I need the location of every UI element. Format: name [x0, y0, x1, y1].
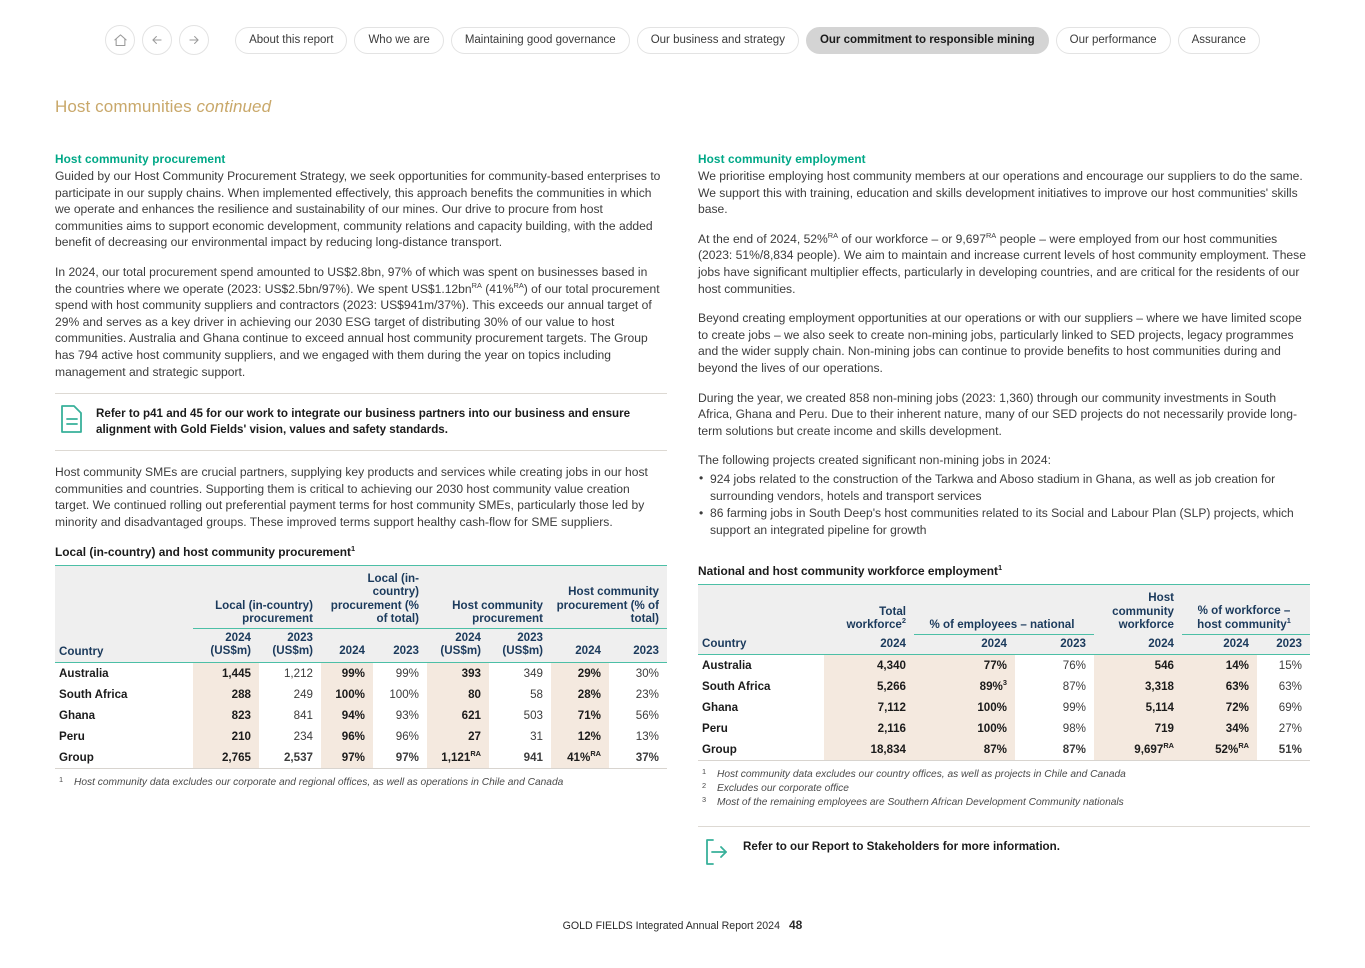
right-table-body	[698, 655, 1310, 761]
nav-tab-our-business-and-strategy[interactable]: Our business and strategy	[637, 27, 799, 54]
nav-tab-about-this-report[interactable]: About this report	[235, 27, 347, 54]
right-group-header-national-pct: % of employees – national	[914, 585, 1094, 634]
page-title-continued: continued	[196, 97, 272, 116]
left-col-header-host-2023: 2023 (US$m)	[489, 628, 551, 662]
nav-tab-assurance[interactable]: Assurance	[1178, 27, 1260, 54]
left-table-column-header-row	[55, 628, 667, 662]
left-table-group-header-row	[55, 565, 667, 628]
table-cell-value: 941	[489, 747, 551, 769]
table-row	[698, 676, 1310, 697]
left-col-header-local-2023: 2023 (US$m)	[259, 628, 321, 662]
table-cell-value: 41%$^{RA}$	[551, 747, 609, 769]
table-cell-value: 210	[193, 726, 259, 747]
page-title-text: Host communities	[55, 97, 192, 116]
right-group-header-total-workforce-sup: 2	[901, 616, 906, 626]
list-item: • 924 jobs related to the construction of the Tarkwa and Aboso stadium in Ghana, as well as job creation for surrounding vendors, hotels and transport services	[698, 471, 1310, 504]
table-cell-value: 15%	[1278, 659, 1302, 673]
nav-tab-our-performance[interactable]: Our performance	[1056, 27, 1171, 54]
table-cell-value: 23%	[635, 688, 659, 702]
table-cell-value: 72%	[1182, 697, 1257, 718]
table-cell-value: 96%	[321, 726, 373, 747]
table-cell-value: 719	[1094, 718, 1182, 739]
left-table-title-superscript: 1	[350, 543, 356, 553]
table-cell-value: 1,212	[283, 667, 313, 681]
table-cell-value: 77%	[914, 655, 1015, 677]
right-table-footnotes	[698, 768, 1310, 810]
table-row	[55, 705, 667, 726]
right-col-header-country: Country	[698, 634, 824, 655]
right-footnote-2-text: Excludes our corporate office	[717, 783, 849, 795]
table-cell-value: 503	[523, 709, 543, 723]
table-cell-value: 97%	[321, 747, 373, 769]
table-cell-value: 98%	[1062, 722, 1086, 736]
table-cell-value: 349	[523, 667, 543, 681]
table-cell-value: 393	[427, 663, 489, 685]
table-cell-value: 80	[427, 684, 489, 705]
table-cell-value: 94%	[321, 705, 373, 726]
table-cell-value: 93%	[395, 709, 419, 723]
refer-callout-text: Refer to p41 and 45 for our work to integrate our business partners into our business and ensure alignment with Gold Fields' vision, values and safety standards.	[96, 407, 631, 436]
national-and-host-community-workforce-employment-table	[698, 584, 1310, 761]
footer-report-name: GOLD FIELDS Integrated Annual Report 2024	[562, 920, 780, 932]
table-cell-value: 2,116	[824, 718, 914, 739]
right-col-header-national-2024: 2024	[914, 634, 1015, 655]
left-table-block	[55, 545, 667, 791]
left-col-header-localpct-2024: 2024	[321, 628, 373, 662]
table-cell-value: 28%	[551, 684, 609, 705]
left-paragraph-1: Guided by our Host Community Procurement Strategy, we seek opportunities for community-based enterprises to participate in our supply chains. When implemented effectively, this approach benefits the communities in which we operate and enhances the resilience and sustainability of our mines. Our drive to procure from host communities aims to support economic development, community relations and capacity building, with the added benefit of decreasing our environmental impact by reducing long-distance transport.	[55, 169, 661, 250]
left-col-header-hostpct-2023: 2023	[609, 628, 667, 662]
table-cell-value: 34%	[1182, 718, 1257, 739]
left-col-header-country: Country	[55, 628, 193, 662]
table-cell-value: 87%	[1015, 739, 1094, 761]
arrow-right-icon[interactable]	[179, 25, 209, 55]
table-cell-country: Australia	[59, 667, 109, 681]
left-group-header-local-procurement: Local (in-country) procurement	[193, 565, 321, 628]
table-cell-value: 27	[427, 726, 489, 747]
right-group-header-total-workforce-text: Total workforce	[846, 604, 906, 632]
right-section-heading: Host community employment	[698, 152, 866, 166]
right-footnote-1-number: 1	[702, 767, 707, 777]
table-cell-value: 37%	[609, 747, 667, 769]
table-cell-value: 2,537	[259, 747, 321, 769]
table-cell-country: Ghana	[59, 709, 96, 723]
right-footnote-3	[698, 796, 1310, 810]
left-footnote-1-number: 1	[59, 775, 64, 785]
table-cell-value: 29%	[551, 663, 609, 685]
left-group-header-host-percent: Host community procurement (% of total)	[551, 565, 667, 628]
table-cell-value: 100%	[321, 684, 373, 705]
left-section-heading: Host community procurement	[55, 152, 226, 166]
table-cell-value: 31	[530, 730, 543, 744]
table-cell-value: 89%$^3$	[914, 676, 1015, 697]
table-cell-value: 7,112	[824, 697, 914, 718]
table-cell-value: 3,318	[1094, 676, 1182, 697]
table-cell-country: Ghana	[702, 701, 739, 715]
table-cell-value: 51%	[1257, 739, 1310, 761]
table-cell-value: 5,266	[824, 676, 914, 697]
right-group-header-host-workforce: Host community workforce	[1094, 585, 1182, 634]
table-cell-value: 621	[427, 705, 489, 726]
table-cell-value: 2,765	[193, 747, 259, 769]
right-col-header-hostpct-2024: 2024	[1182, 634, 1257, 655]
left-paragraph-2: In 2024, our total procurement spend amounted to US$2.8bn, 97% of which was spent on businesses based in the countries where we operate (2023: US$2.5bn/97%). We spent $US\$1.12bn^{RA}$ (41%$^{RA}$) of our total procurement spend with host community suppliers and contractors (2023: US$941m/37%). This exceeds our annual target of 29% and serves as a key driver in achieving our 2030 ESG target of distributing 30% of our value to host communities. Australia and Ghana continue to exceed annual host community procurement targets. The Group has 794 active host community suppliers, and we engaged with them during the year on topics including management and strategic support.	[55, 264, 660, 379]
right-table-block	[698, 564, 1310, 883]
table-cell-value: 97%	[373, 747, 427, 769]
left-col-header-hostpct-2024: 2024	[551, 628, 609, 662]
right-col-header-hostpct-2023: 2023	[1257, 634, 1310, 655]
table-row	[698, 697, 1310, 718]
right-table-title-text: National and host community workforce employment	[698, 564, 998, 579]
arrow-left-icon[interactable]	[142, 25, 172, 55]
table-row	[698, 718, 1310, 739]
right-col-header-hostwf-2024: 2024	[1094, 634, 1182, 655]
table-cell-country: Peru	[59, 730, 85, 744]
list-item: • 86 farming jobs in South Deep's host communities related to its Social and Labour Plan (SLP) projects, which support an integrated pipeline for growth	[698, 505, 1310, 538]
table-cell-value: 100%	[914, 718, 1015, 739]
table-cell-value: 56%	[635, 709, 659, 723]
table-cell-value: 288	[193, 684, 259, 705]
table-cell-value: $1,121^{RA}$	[427, 747, 489, 769]
left-group-header-host-procurement: Host community procurement	[427, 565, 551, 628]
right-paragraph-3: Beyond creating employment opportunities at our operations or with our suppliers – where we have limited scope to create jobs – we also seek to create non-mining jobs, particularly linked to SED projects, legacy programmes and the wider supply chain. Non-mining jobs can continue to provide benefits to host communities during and beyond the lives of our operations.	[698, 311, 1302, 375]
nav-tab-our-commitment-to-responsible-mining[interactable]: Our commitment to responsible mining	[806, 27, 1049, 54]
table-cell-value: 63%	[1278, 680, 1302, 694]
table-cell-value: 234	[293, 730, 313, 744]
table-cell-value: 96%	[395, 730, 419, 744]
top-navigation-bar	[0, 0, 1365, 80]
right-table-column-header-row	[698, 634, 1310, 655]
table-cell-country: Australia	[702, 659, 752, 673]
home-icon[interactable]	[105, 25, 135, 55]
table-cell-country: Group	[55, 747, 193, 769]
left-footnote-1-text: Host community data excludes our corporate and regional offices, as well as operations in Chile and Canada	[74, 777, 564, 789]
table-cell-country: Group	[698, 739, 824, 761]
right-paragraph-2: At the end of 2024, 52%$^{RA}$ of our workforce – or $9,697^{RA}$ people – were employed from our host communities (2023: 51%/8,834 people). We aim to maintain and increase current levels of host community employment. These jobs have significant multiplier effects, particularly in developing countries, and are critical for the residents of our host communities.	[698, 230, 1306, 296]
right-group-header-total-workforce	[824, 585, 914, 634]
footer-page-number: 48	[788, 918, 803, 932]
table-cell-country: Peru	[702, 722, 728, 736]
table-row	[55, 663, 667, 685]
table-cell-value: 1,445	[193, 663, 259, 685]
table-cell-value: 100%	[914, 697, 1015, 718]
table-cell-value: 841	[293, 709, 313, 723]
right-footnote-1	[698, 768, 1310, 782]
right-footnote-2	[698, 782, 1310, 796]
left-table-footnotes	[55, 776, 667, 790]
right-bullet-list	[698, 471, 1310, 538]
table-cell-value: 13%	[635, 730, 659, 744]
table-cell-value: 14%	[1182, 655, 1257, 677]
table-cell-value: 546	[1094, 655, 1182, 677]
table-cell-value: $9,697^{RA}$	[1094, 739, 1182, 761]
table-cell-value: 58	[530, 688, 543, 702]
table-cell-country: South Africa	[59, 688, 128, 702]
right-table-group-header-row	[698, 585, 1310, 634]
right-footnote-2-number: 2	[702, 781, 707, 791]
refer-callout-stakeholders[interactable]	[698, 826, 1310, 883]
table-cell-value: 87%	[914, 739, 1015, 761]
table-cell-value: 4,340	[824, 655, 914, 677]
right-group-header-blank	[698, 585, 824, 634]
right-paragraph-1: We prioritise employing host community members at our operations and encourage our suppliers to do the same. We support this with training, education and skills development initiatives to improve our host communities' skills base.	[698, 169, 1303, 217]
table-cell-value: 100%	[389, 688, 419, 702]
table-cell-value: 99%	[321, 663, 373, 685]
table-cell-value: 76%	[1062, 659, 1086, 673]
nav-tab-who-we-are[interactable]: Who we are	[354, 27, 443, 54]
left-paragraph-3: Host community SMEs are crucial partners, supplying key products and services while creating jobs in our host communities and countries. Supporting them is critical to achieving our 2030 host community value creation target. We continued rolling out preferential payment terms for host community SMEs, particularly those led by minority and disadvantaged groups. These improved terms support healthy cash-flow for SME suppliers.	[55, 465, 648, 529]
left-table-title-text: Local (in-country) and host community procurement	[55, 544, 351, 559]
page-footer	[0, 918, 1365, 932]
page-title	[55, 97, 271, 117]
table-cell-value: 27%	[1278, 722, 1302, 736]
left-table-head	[55, 565, 667, 663]
table-cell-value: 99%	[1062, 701, 1086, 715]
right-table-head	[698, 585, 1310, 655]
local-and-host-community-procurement-table	[55, 565, 667, 770]
table-cell-value: 5,114	[1094, 697, 1182, 718]
table-cell-country: South Africa	[702, 680, 771, 694]
right-column	[698, 152, 1310, 883]
left-footnote-1	[55, 776, 667, 790]
right-group-header-host-pct-sup: 1	[1286, 616, 1291, 626]
right-group-header-host-pct	[1182, 585, 1310, 634]
table-row	[55, 726, 667, 747]
table-cell-value: 87%	[1062, 680, 1086, 694]
right-table-title	[698, 564, 1310, 578]
table-cell-value: 823	[193, 705, 259, 726]
arrow-refer-icon	[704, 837, 732, 872]
table-cell-value: 52%$^{RA}$	[1182, 739, 1257, 761]
right-footnote-1-text: Host community data excludes our country offices, as well as projects in Chile and Canada	[717, 769, 1126, 781]
table-row	[55, 747, 667, 769]
table-cell-value: 99%	[395, 667, 419, 681]
table-row	[55, 684, 667, 705]
left-table-title	[55, 545, 667, 559]
right-footnote-3-number: 3	[702, 795, 707, 805]
left-col-header-host-2024: 2024 (US$m)	[427, 628, 489, 662]
nav-tab-maintaining-good-governance[interactable]: Maintaining good governance	[451, 27, 630, 54]
table-cell-value: 63%	[1182, 676, 1257, 697]
left-col-header-localpct-2023: 2023	[373, 628, 427, 662]
document-refer-icon	[59, 404, 85, 439]
refer-callout-procurement[interactable]	[55, 393, 667, 451]
right-group-header-host-pct-text: % of workforce – host community	[1197, 604, 1291, 631]
right-paragraph-4: During the year, we created 858 non-mining jobs (2023: 1,360) through our community investments in South Africa, Ghana and Peru. Due to their inherent nature, many of our SED projects do not necessarily provide long-term solutions but create income and skills development.	[698, 390, 1297, 438]
table-cell-value: 71%	[551, 705, 609, 726]
left-group-header-local-percent: Local (in-country) procurement (% of total)	[321, 565, 427, 628]
table-cell-value: 249	[293, 688, 313, 702]
table-cell-value: 18,834	[824, 739, 914, 761]
left-column	[55, 152, 667, 790]
right-footnote-3-text: Most of the remaining employees are Southern African Development Community nationals	[717, 797, 1124, 809]
refer-callout-text: Refer to our Report to Stakeholders for more information.	[743, 840, 1060, 854]
right-col-header-total-2024: 2024	[824, 634, 914, 655]
right-col-header-national-2023: 2023	[1015, 634, 1094, 655]
right-table-title-superscript: 1	[997, 563, 1003, 573]
left-group-header-blank	[55, 565, 193, 628]
table-row	[698, 739, 1310, 761]
table-cell-value: 12%	[551, 726, 609, 747]
table-cell-value: 30%	[635, 667, 659, 681]
left-col-header-local-2024: 2024 (US$m)	[193, 628, 259, 662]
table-cell-value: 69%	[1278, 701, 1302, 715]
table-row	[698, 655, 1310, 677]
left-table-body	[55, 663, 667, 769]
right-paragraph-5: The following projects created significant non-mining jobs in 2024:	[698, 453, 1051, 468]
